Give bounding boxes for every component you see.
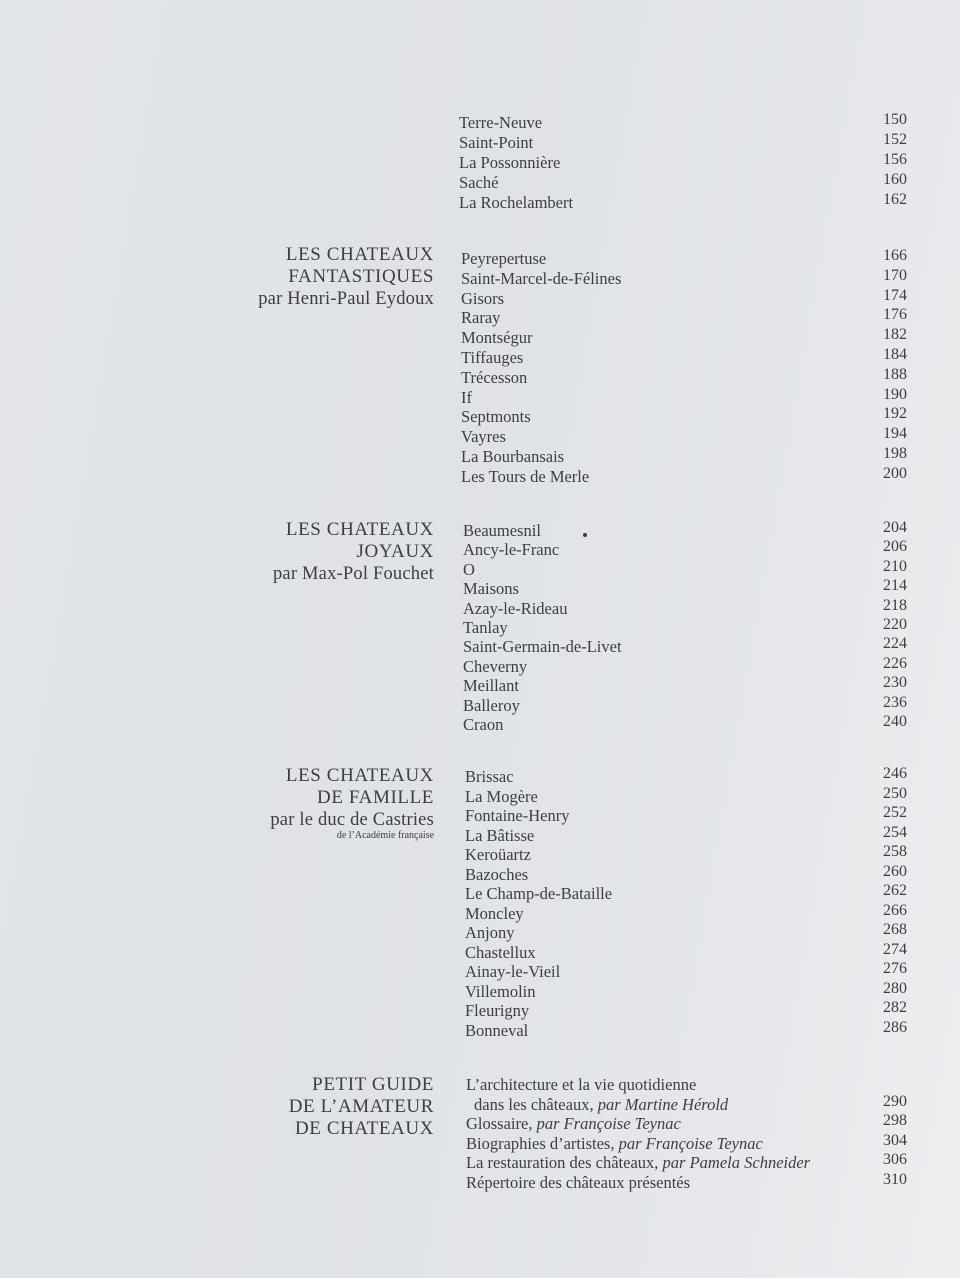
toc-entry [465,806,907,826]
toc-entry-page-number: 188 [883,365,907,383]
toc-entry-title-text: Tiffauges [461,348,524,367]
toc-entry-page-number: 176 [883,306,907,324]
toc-entry-page-number: 240 [883,713,907,730]
toc-entry-title-text: Biographies d’artistes, [466,1133,619,1153]
toc-entry-title-text: La Possonnière [459,152,561,172]
toc-entry-title [461,368,527,388]
toc-entry [465,923,907,943]
toc-entry-page-number: 206 [883,538,907,556]
toc-entry-title [466,1153,810,1173]
toc-entry-title [461,308,500,328]
toc-entry-title-text: Terre-Neuve [459,113,543,132]
toc-entry-title [461,348,523,368]
toc-entry-title [465,1021,528,1041]
toc-entry-page-number: 174 [883,286,907,304]
toc-entry [465,979,907,1002]
toc-entry-title-text: dans les châteaux, [474,1094,598,1114]
toc-entry-title [459,113,542,133]
toc-entry-page-number: 156 [883,150,907,168]
section-title-line: DE L’AMATEUR [288,1096,434,1117]
toc-entry-title [461,388,472,408]
toc-entry-title-text: Ancy-le-Franc [463,540,560,560]
toc-entry-page-number: 252 [883,804,907,821]
toc-entry-title-text: Moncley [465,903,524,923]
toc-entry-title [461,427,506,447]
toc-entry [463,540,907,560]
toc-entry-title [459,153,560,173]
toc-entry [466,1114,907,1134]
toc-entry [461,308,907,328]
toc-entry-title-text: La Bourbansais [461,447,565,466]
toc-entry [461,328,907,348]
toc-entry [459,113,907,133]
toc-entry-page-number: 160 [883,170,907,188]
toc-entry-page-number: 282 [883,999,907,1016]
section-heading [289,1074,434,1140]
toc-entry-title-text: O [463,559,475,579]
toc-entry [465,962,907,982]
toc-entry-page-number: 220 [883,616,907,633]
toc-entry-page-number: 280 [883,979,907,997]
section-title-line: PETIT GUIDE [312,1074,434,1095]
toc-entry [465,940,907,963]
toc-entry [461,464,907,487]
toc-entry-title [465,884,612,904]
toc-entry-title-text: Maisons [463,579,519,599]
toc-entry [463,715,907,735]
toc-entry-title [463,521,541,541]
toc-entry-page-number: 262 [883,882,907,899]
toc-entry-title [463,715,503,735]
section-author: par Max-Pol Fouchet [272,564,434,584]
toc-entry-title-text: Villemolin [465,981,536,1001]
toc-entry-title [463,637,622,657]
toc-entry [463,693,907,716]
toc-entry-page-number: 218 [883,596,907,614]
toc-entry-title [466,1075,696,1095]
toc-entry-title-text: Anjony [465,923,515,942]
section-author-note: de l’Académie française [336,830,434,841]
toc-entry [465,884,907,904]
toc-entry [465,901,907,924]
toc-entry-page-number: 224 [883,635,907,653]
toc-entry-title-text: Brissac [465,767,514,786]
toc-entry [465,862,907,885]
toc-entry [461,427,907,447]
toc-entry [461,266,907,289]
toc-entry-page-number: 236 [883,693,907,711]
section-title-line: JOYAUX [356,541,434,562]
toc-entry [465,845,907,865]
toc-entry-title [465,982,536,1002]
toc-entry-page-number: 204 [883,519,907,536]
section-title-line: FANTASTIQUES [288,266,434,287]
toc-entry-page-number: 150 [883,111,907,128]
section-heading [270,765,434,842]
section-heading [258,244,434,310]
toc-entry-title [465,845,531,865]
toc-entry-title [465,826,534,846]
toc-entry-title [466,1173,690,1193]
toc-entry-title-text: Peyrepertuse [461,249,547,268]
toc-entry-title [465,943,536,963]
toc-entry-title [463,696,520,716]
toc-entry-page-number: 304 [883,1131,907,1149]
toc-entry [463,521,907,541]
toc-entry-title-text: Répertoire des châteaux présentés [466,1172,691,1192]
toc-entry-title [465,806,569,826]
toc-entry-title [463,676,519,696]
toc-entry [465,767,907,787]
toc-entry-page-number: 200 [883,464,907,482]
toc-entry-page-number: 258 [883,843,907,860]
toc-entry-page-number: 152 [883,130,907,148]
toc-entry-page-number: 266 [883,901,907,919]
toc-entry-page-number: 198 [883,445,907,462]
toc-entry-title-text: Saint-Point [459,132,534,152]
toc-entry-title [463,618,508,638]
toc-entry [461,385,907,408]
toc-entry-page-number: 214 [883,577,907,595]
toc-entry-page-number: 274 [883,940,907,958]
toc-entry-page-number: 210 [883,557,907,575]
toc-entry-title-text: Fontaine-Henry [465,806,570,825]
toc-entry-title [465,787,538,807]
toc-entry-title-text: La Bâtisse [465,825,535,845]
toc-entry-page-number: 184 [883,346,907,363]
toc-entry-page-number: 290 [883,1092,907,1110]
toc-entry-title-text: Trécesson [461,367,528,387]
toc-entry-page-number: 192 [883,405,907,423]
toc-entry-title [465,865,528,885]
toc-entry-title-text: Beaumesnil [463,521,541,540]
toc-entry-author: par Martine Hérold [597,1094,729,1114]
toc-entry [461,365,907,388]
toc-entry-title-text: Azay-le-Rideau [463,598,568,618]
toc-entry-title [465,962,560,982]
toc-entry-title-text: La Rochelambert [459,192,574,212]
toc-entry [466,1131,907,1154]
toc-entry-title [461,447,564,467]
toc-entry-title [465,904,524,924]
toc-entry-page-number: 254 [883,823,907,841]
toc-entry-title-text: Saint-Marcel-de-Félines [461,268,622,288]
toc-entry-page-number: 310 [883,1170,907,1188]
print-speck [583,533,587,537]
toc-entry [461,348,907,368]
toc-entry-title [461,328,533,348]
section-heading [273,519,434,585]
toc-entry-page-number: 268 [883,921,907,938]
toc-entry-author: par Françoise Teynac [618,1133,763,1153]
toc-entry-page-number: 306 [883,1151,907,1168]
toc-entry [459,150,907,173]
toc-entry [461,249,907,269]
toc-entry-title [459,173,498,193]
toc-entry-title-text: Cheverny [463,656,528,676]
toc-entry-title [461,269,621,289]
toc-entry-page-number: 166 [883,247,907,264]
toc-entry [461,407,907,427]
toc-entry-title [466,1114,681,1134]
toc-entry-title [461,249,546,269]
toc-entry-title-text: Glossaire, [466,1114,537,1133]
toc-entry-title [463,560,475,580]
toc-entry [461,286,907,309]
toc-entry-page-number: 162 [883,190,907,208]
toc-entry [463,596,907,619]
toc-entry-title [463,657,527,677]
toc-entry-title-text: Saché [459,172,499,192]
toc-entry-page-number: 170 [883,266,907,284]
toc-entry-page-number: 230 [883,674,907,692]
toc-entry [465,1001,907,1021]
toc-entry [459,170,907,193]
toc-entry [463,654,907,677]
toc-entry [465,1018,907,1041]
toc-entry-page-number: 246 [883,765,907,782]
toc-entry-title-text: Keroüartz [465,845,531,864]
toc-entry-page-number: 250 [883,784,907,802]
toc-entry-title-text: Septmonts [461,407,531,427]
toc-entry-author: par Françoise Teynac [536,1114,681,1133]
toc-entry-title-text: Balleroy [463,695,520,715]
toc-entry [474,1092,915,1115]
toc-entry-title [463,540,559,560]
toc-entry-author: par Pamela Schneider [662,1153,811,1172]
toc-entry-title-text: Montségur [461,328,533,348]
toc-entry-title [465,923,515,943]
toc-entry [465,784,907,807]
toc-entry-page-number: 194 [883,425,907,443]
toc-entry-page-number: 276 [883,960,907,977]
toc-entry-page-number: 182 [883,326,907,344]
toc-entry-title [459,193,573,213]
toc-entry-title-text: Le Champ-de-Bataille [465,884,613,903]
toc-entry-title-text: L’architecture et la vie quotidienne [466,1075,697,1094]
toc-entry-title-text: Craon [463,715,504,734]
toc-entry-title-text: Vayres [461,427,506,447]
toc-entry-title [465,1001,529,1021]
toc-entry [466,1075,907,1095]
section-title-line: LES CHATEAUX [285,765,434,786]
toc-entry-title-text: La Mogère [465,786,538,806]
toc-entry [459,130,907,153]
toc-entry-title [465,767,514,787]
toc-entry-title-text: Gisors [461,288,505,308]
toc-entry-page-number: 190 [883,385,907,403]
toc-entry [461,447,907,467]
toc-entry-page-number: 226 [883,654,907,672]
toc-entry-title-text: Saint-Germain-de-Livet [463,637,622,657]
section-title-line: DE CHATEAUX [294,1118,434,1139]
toc-entry-title [459,133,533,153]
toc-entry-title [461,289,504,309]
toc-entry [463,579,907,599]
toc-entry-title-text: Bazoches [465,864,529,884]
section-author: par Henri-Paul Eydoux [258,289,434,309]
toc-entry-title-text: Raray [461,308,501,328]
toc-entry-title [463,599,567,619]
toc-entry-title [461,407,531,427]
toc-entry [459,190,907,213]
section-title-line: LES CHATEAUX [285,519,434,540]
toc-entry-page-number: 286 [883,1018,907,1036]
toc-entry-title-text: Meillant [463,676,519,696]
toc-entry [466,1170,907,1193]
toc-entry-title [463,579,519,599]
section-title-line: LES CHATEAUX [285,244,434,265]
toc-entry [463,676,907,696]
toc-entry [465,823,907,846]
toc-entry-page-number: 260 [883,862,907,880]
toc-entry-title-text: Tanlay [463,618,508,637]
toc-entry-page-number: 298 [883,1112,907,1129]
toc-entry [466,1153,907,1173]
toc-entry-title [466,1134,763,1154]
toc-entry-title-text: Chastellux [465,942,536,962]
toc-entry-title [461,467,589,487]
section-title-line: DE FAMILLE [317,787,434,808]
toc-entry-title-text: Fleurigny [465,1001,530,1020]
toc-entry [463,557,907,580]
toc-entry-title-text: Ainay-le-Vieil [465,962,561,981]
section-author: par le duc de Castries [270,810,434,830]
toc-entry [463,618,907,638]
toc-entry-title-text: Bonneval [465,1020,529,1040]
toc-entry-title [474,1095,728,1115]
toc-entry-title-text: Les Tours de Merle [461,466,590,486]
toc-entry-title-text: La restauration des châteaux, [466,1153,663,1172]
toc-entry-title-text: If [461,387,472,407]
toc-entry [463,637,907,657]
